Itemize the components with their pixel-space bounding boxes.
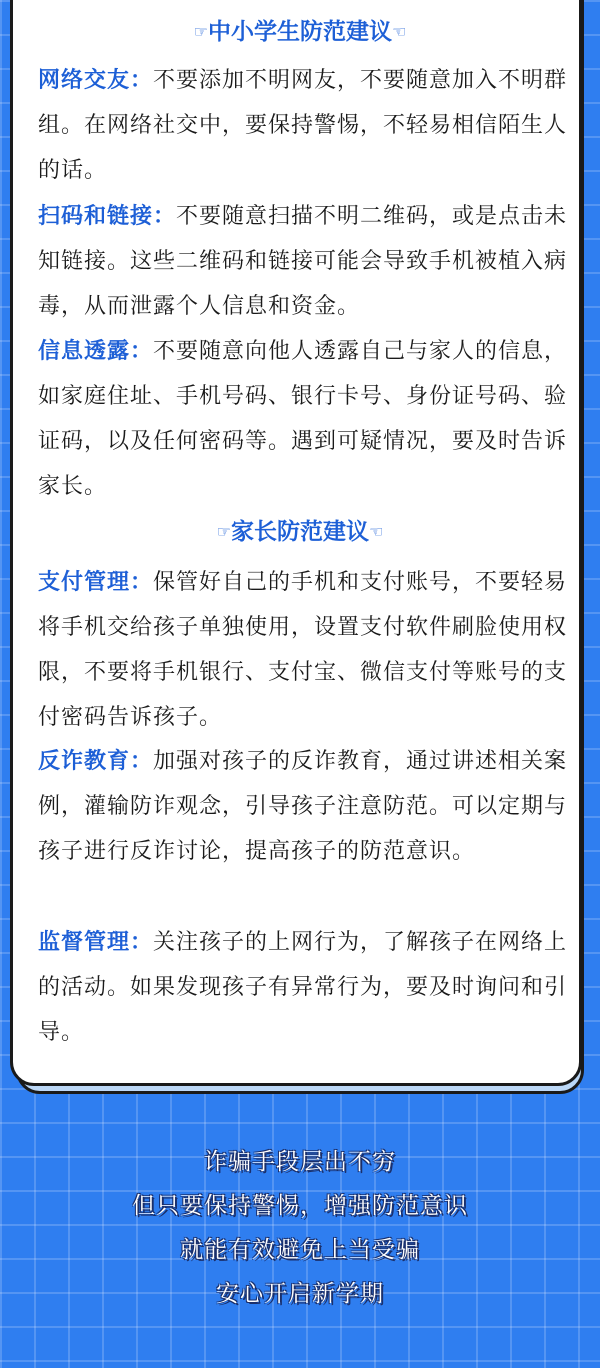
student-item-info-disclosure: [38, 329, 568, 509]
parent-section-title-text: 家长防范建议: [231, 519, 369, 545]
parent-item-education: [38, 739, 568, 874]
item-label: 反诈教育：: [38, 749, 154, 774]
student-item-online-friends: [38, 58, 568, 193]
footer-line: 安心开启新学期: [216, 1281, 384, 1307]
parent-item-supervision: [38, 920, 568, 1055]
student-section-title: [0, 17, 600, 47]
parent-item-payment: [38, 560, 568, 740]
item-label: 网络交友：: [38, 68, 154, 93]
pointing-hand-left-icon: ☜: [369, 522, 384, 541]
item-label: 扫码和链接：: [38, 204, 177, 229]
item-text: 加强对孩子的反诈教育，通过讲述相关案例，灌输防诈观念，引导孩子注意防范。可以定期与孩子进行反诈讨论，提高孩子的防范意识。: [38, 749, 568, 864]
item-label: 信息透露：: [38, 339, 154, 364]
footer-line: 诈骗手段层出不穷: [204, 1149, 396, 1175]
item-text: 不要随意向他人透露自己与家人的信息，如家庭住址、手机号码、银行卡号、身份证号码、验证码，以及任何密码等。遇到可疑情况，要及时告诉家长。: [38, 339, 568, 499]
item-text: 保管好自己的手机和支付账号，不要轻易将手机交给孩子单独使用，设置支付软件刷脸使用权限，不要将手机银行、支付宝、微信支付等账号的支付密码告诉孩子。: [38, 570, 568, 730]
item-label: 监督管理：: [38, 930, 154, 955]
item-label: 支付管理：: [38, 570, 154, 595]
item-text: 不要添加不明网友，不要随意加入不明群组。在网络社交中，要保持警惕，不轻易相信陌生人的话。: [38, 68, 568, 183]
item-text: 不要随意扫描不明二维码，或是点击未知链接。这些二维码和链接可能会导致手机被植入病毒，从而泄露个人信息和资金。: [38, 204, 568, 319]
student-section-title-text: 中小学生防范建议: [208, 19, 392, 45]
pointing-hand-left-icon: ☜: [392, 22, 407, 41]
student-item-qr-links: [38, 194, 568, 329]
pointing-hand-right-icon: ☞: [193, 22, 208, 41]
footer-line: 就能有效避免上当受骗: [180, 1237, 420, 1263]
item-text: 关注孩子的上网行为，了解孩子在网络上的活动。如果发现孩子有异常行为，要及时询问和引导。: [38, 930, 568, 1045]
footer-slogan: [0, 1140, 600, 1316]
pointing-hand-right-icon: ☞: [216, 522, 231, 541]
footer-line: 但只要保持警惕，增强防范意识: [132, 1193, 468, 1219]
parent-section-title: [0, 517, 600, 547]
